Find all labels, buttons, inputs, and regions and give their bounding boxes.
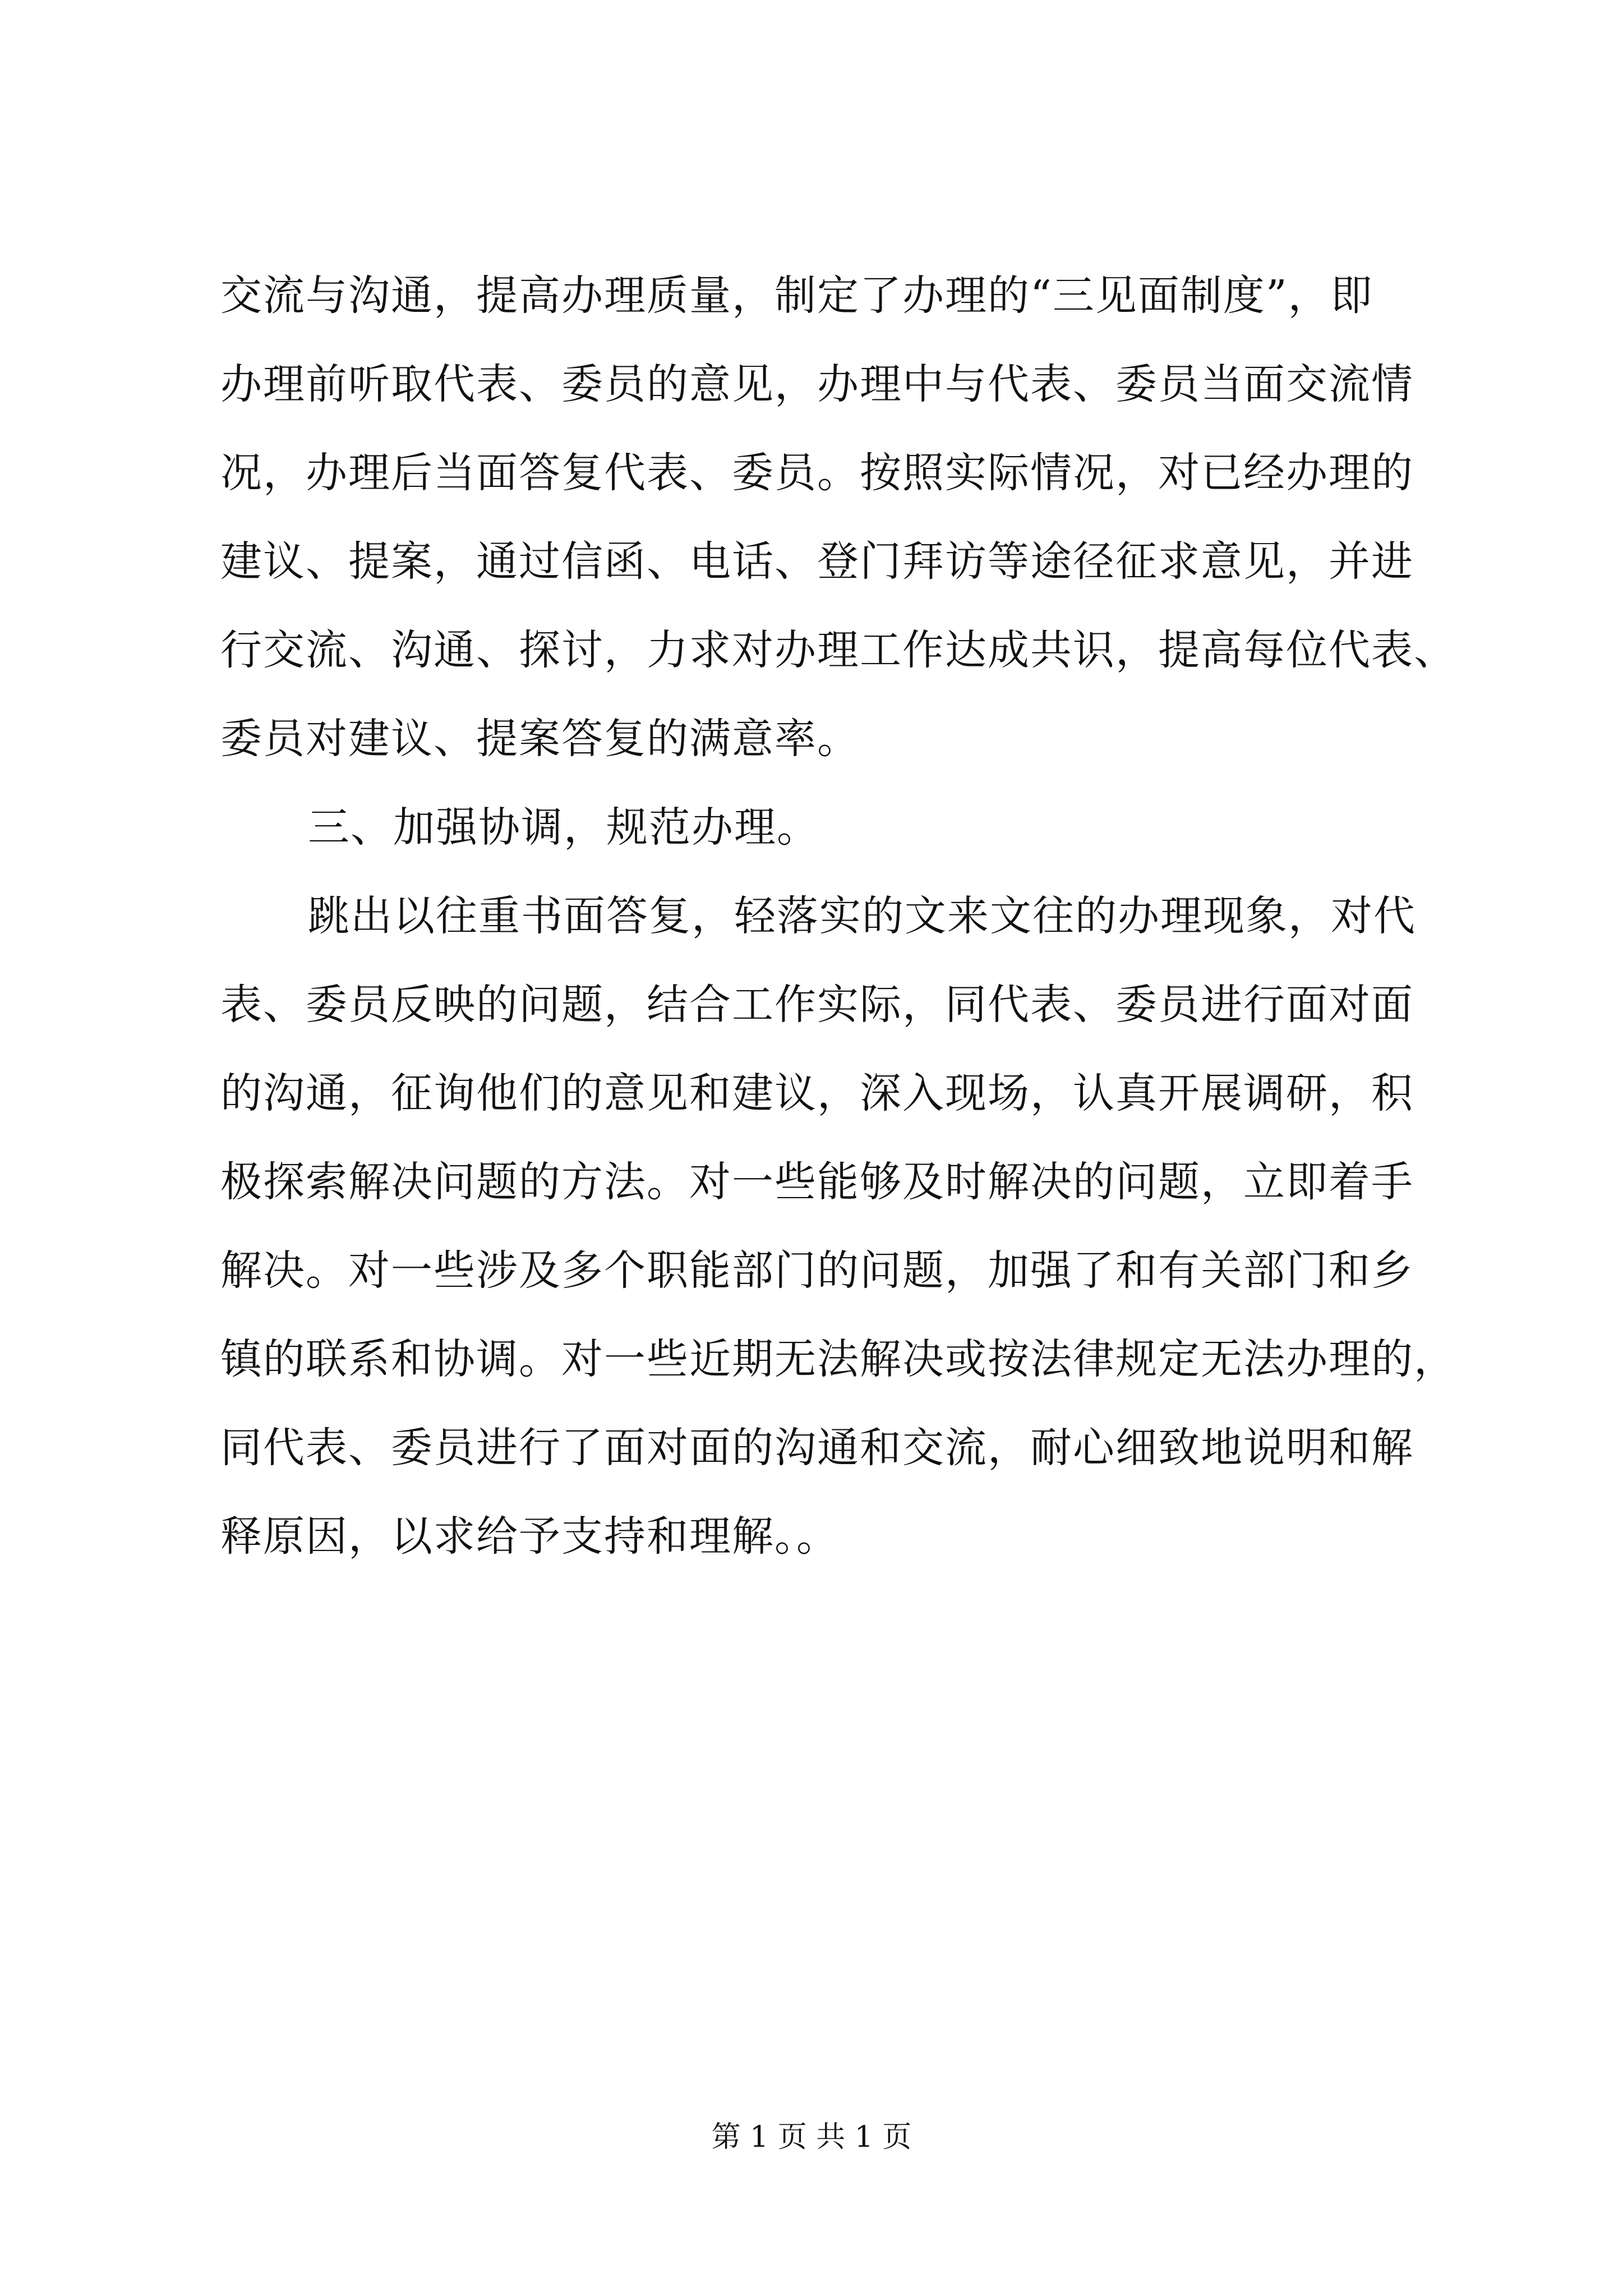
document-body xyxy=(220,251,1456,1581)
text-line: 解决。对一些涉及多个职能部门的问题，加强了和有关部门和乡 xyxy=(220,1246,1414,1295)
text-line: 释原因，以求给予支持和理解。。 xyxy=(220,1512,839,1561)
text-line: 跳出以往重书面答复，轻落实的文来文往的办理现象，对代 xyxy=(308,892,1416,940)
text-line: 同代表、委员进行了面对面的沟通和交流，耐心细致地说明和解 xyxy=(220,1424,1414,1472)
text-line: 的沟通，征询他们的意见和建议，深入现场，认真开展调研，积 xyxy=(220,1069,1414,1117)
text-line: 委员对建议、提案答复的满意率。 xyxy=(220,715,860,763)
text-line: 极探索解决问题的方法。对一些能够及时解决的问题，立即着手 xyxy=(220,1158,1414,1206)
text-line: 交流与沟通，提高办理质量，制定了办理的“三见面制度”，即 xyxy=(220,272,1373,320)
text-line: 行交流、沟通、探讨，力求对办理工作达成共识，提高每位代表、 xyxy=(220,626,1456,674)
text-line: 况，办理后当面答复代表、委员。按照实际情况，对已经办理的 xyxy=(220,449,1414,497)
text-line: 建议、提案，通过信函、电话、登门拜访等途径征求意见，并进 xyxy=(220,537,1414,586)
text-line: 表、委员反映的问题，结合工作实际，同代表、委员进行面对面 xyxy=(220,981,1414,1029)
page-footer: 第 1 页 共 1 页 xyxy=(711,2120,912,2154)
text-line: 办理前听取代表、委员的意见，办理中与代表、委员当面交流情 xyxy=(220,360,1414,408)
text-line: 镇的联系和协调。对一些近期无法解决或按法律规定无法办理的， xyxy=(220,1335,1456,1383)
section-heading: 三、加强协调，规范办理。 xyxy=(308,803,819,852)
